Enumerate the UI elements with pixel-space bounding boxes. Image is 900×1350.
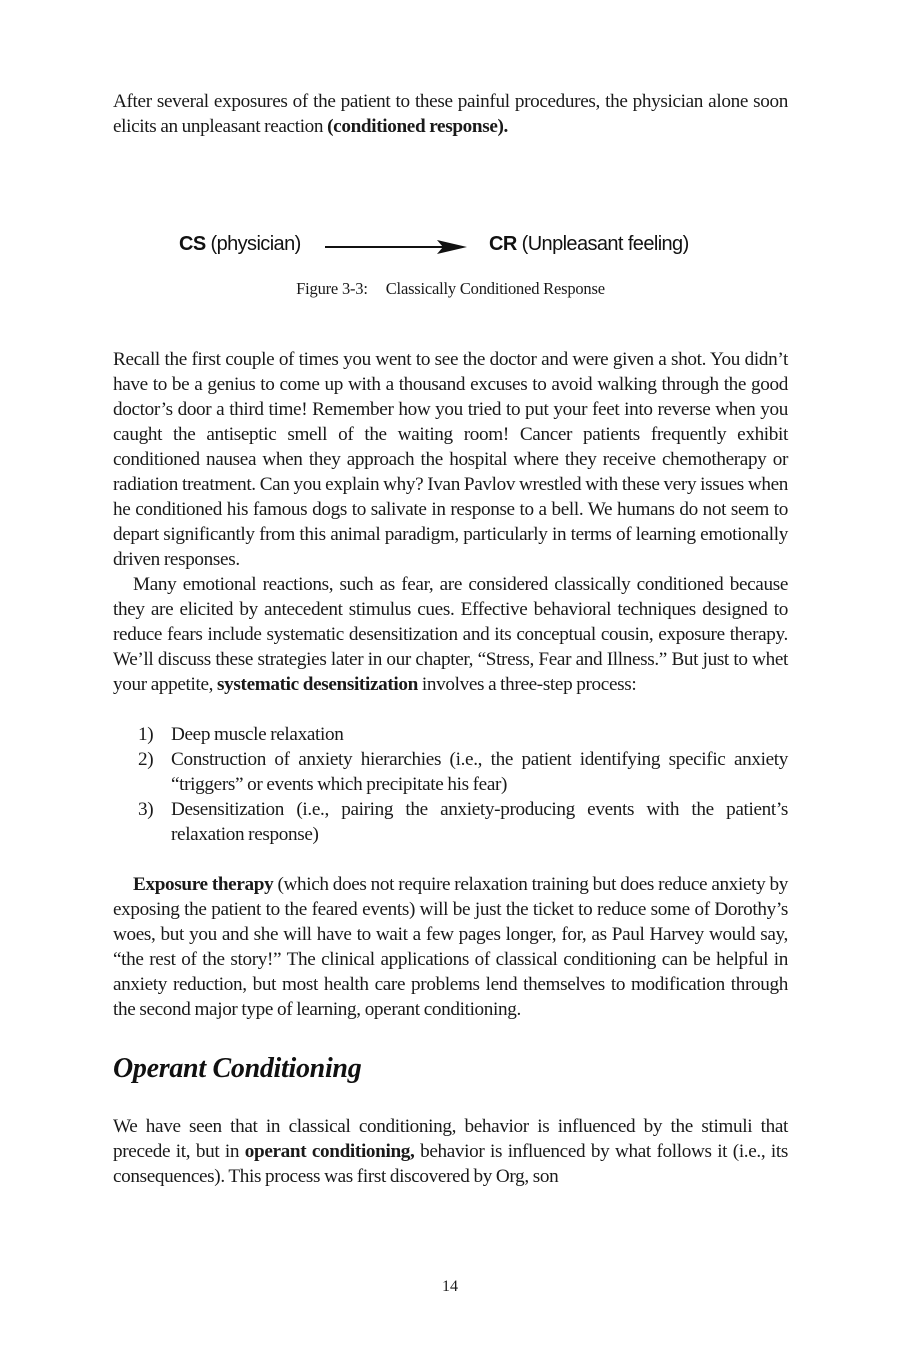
- desensitization-steps-list: [113, 722, 788, 847]
- right-arrow-icon: [325, 239, 467, 255]
- list-item: [113, 722, 788, 747]
- paragraph-operant: [113, 1114, 788, 1189]
- list-marker: 2): [138, 749, 154, 770]
- paragraph-recall: Recall the first couple of times you went to see the doctor and were given a shot. You didn’t have to be a genius to come up with a thousand excuses to avoid walking through the good doctor’s door a third time! Remember how you tried to put your feet into reverse when you caught the antiseptic smell of the waiting room! Cancer patients frequently exhibit conditioned nausea when they approach the hospital where they receive chemotherapy or radiation treatment. Can you explain why? Ivan Pavlov wrestled with these very issues when he conditioned his famous dogs to salivate in response to a bell. We humans do not seem to depart significantly from this animal paradigm, particularly in terms of learning emotionally driven responses.: [113, 349, 788, 570]
- cr-label: (Unpleasant feeling): [516, 233, 689, 255]
- paragraph-exposure-therapy: [113, 872, 788, 1022]
- figure-cr-node: [489, 233, 689, 256]
- list-marker: 1): [138, 724, 154, 745]
- list-item: [113, 797, 788, 847]
- term-exposure-therapy: Exposure therapy: [133, 874, 274, 895]
- intro-bold-term: (conditioned response).: [327, 116, 508, 137]
- figure-diagram: [113, 231, 788, 261]
- list-item: [113, 747, 788, 797]
- figure-caption: [113, 279, 788, 299]
- list-item-text: Desensitization (i.e., pairing the anxiety-producing events with the patient’s relaxation response): [171, 799, 788, 845]
- list-item-text: Deep muscle relaxation: [171, 724, 344, 745]
- para2-text: Many emotional reactions, such as fear, are considered classically conditioned because they are elicited by antecedent stimulus cues. Effective behavioral techniques designed to reduce fears include systematic desensitization and its conceptual cousin, exposure therapy. We’ll discuss these strategies later in our chapter, “Stress, Fear and Illness.” But just to whet your appetite,: [113, 574, 788, 695]
- figure-3-3: [113, 139, 788, 298]
- figure-caption-number: Figure 3-3:: [296, 279, 368, 298]
- page-number: 14: [442, 1278, 458, 1295]
- term-operant-conditioning: operant conditioning,: [244, 1141, 415, 1162]
- cr-abbr: CR: [489, 233, 517, 255]
- document-page: [113, 89, 788, 1189]
- para3-text: (which does not require relaxation training but does reduce anxiety by exposing the patient to the feared events) will be just the ticket to reduce some of Dorothy’s woes, but you and she will have to wait a few pages longer, for, as Paul Harvey would say, “the rest of the story!” The clinical applications of classical conditioning can be helpful in anxiety reduction, but most health care problems lend themselves to modification through the second major type of learning, operant conditioning.: [113, 874, 788, 1020]
- operant-text: We have seen that in classical conditioning, behavior is influenced by the stimuli that precede it, but in: [113, 1116, 788, 1162]
- cs-abbr: CS: [179, 233, 206, 255]
- list-marker: 3): [138, 799, 154, 820]
- section-heading-operant-conditioning: Operant Conditioning: [113, 1053, 362, 1084]
- intro-text: After several exposures of the patient to these painful procedures, the physician alone soon elicits an unpleasant reaction: [113, 91, 788, 137]
- list-item-text: Construction of anxiety hierarchies (i.e., the patient identifying specific anxiety “triggers” or events which precipitate his fear): [171, 749, 788, 795]
- operant-tail: behavior is influenced by what follows it (i.e., its consequences). This process was first discovered by Org, son: [113, 1141, 788, 1187]
- intro-paragraph: [113, 89, 788, 139]
- para2-tail: involves a three-step process:: [417, 674, 637, 695]
- cs-label: (physician): [205, 233, 301, 255]
- term-systematic-desensitization: systematic desensitization: [217, 674, 418, 695]
- figure-cs-node: [179, 233, 301, 256]
- paragraph-emotional-reactions: [113, 572, 788, 697]
- figure-caption-title: Classically Conditioned Response: [385, 279, 605, 298]
